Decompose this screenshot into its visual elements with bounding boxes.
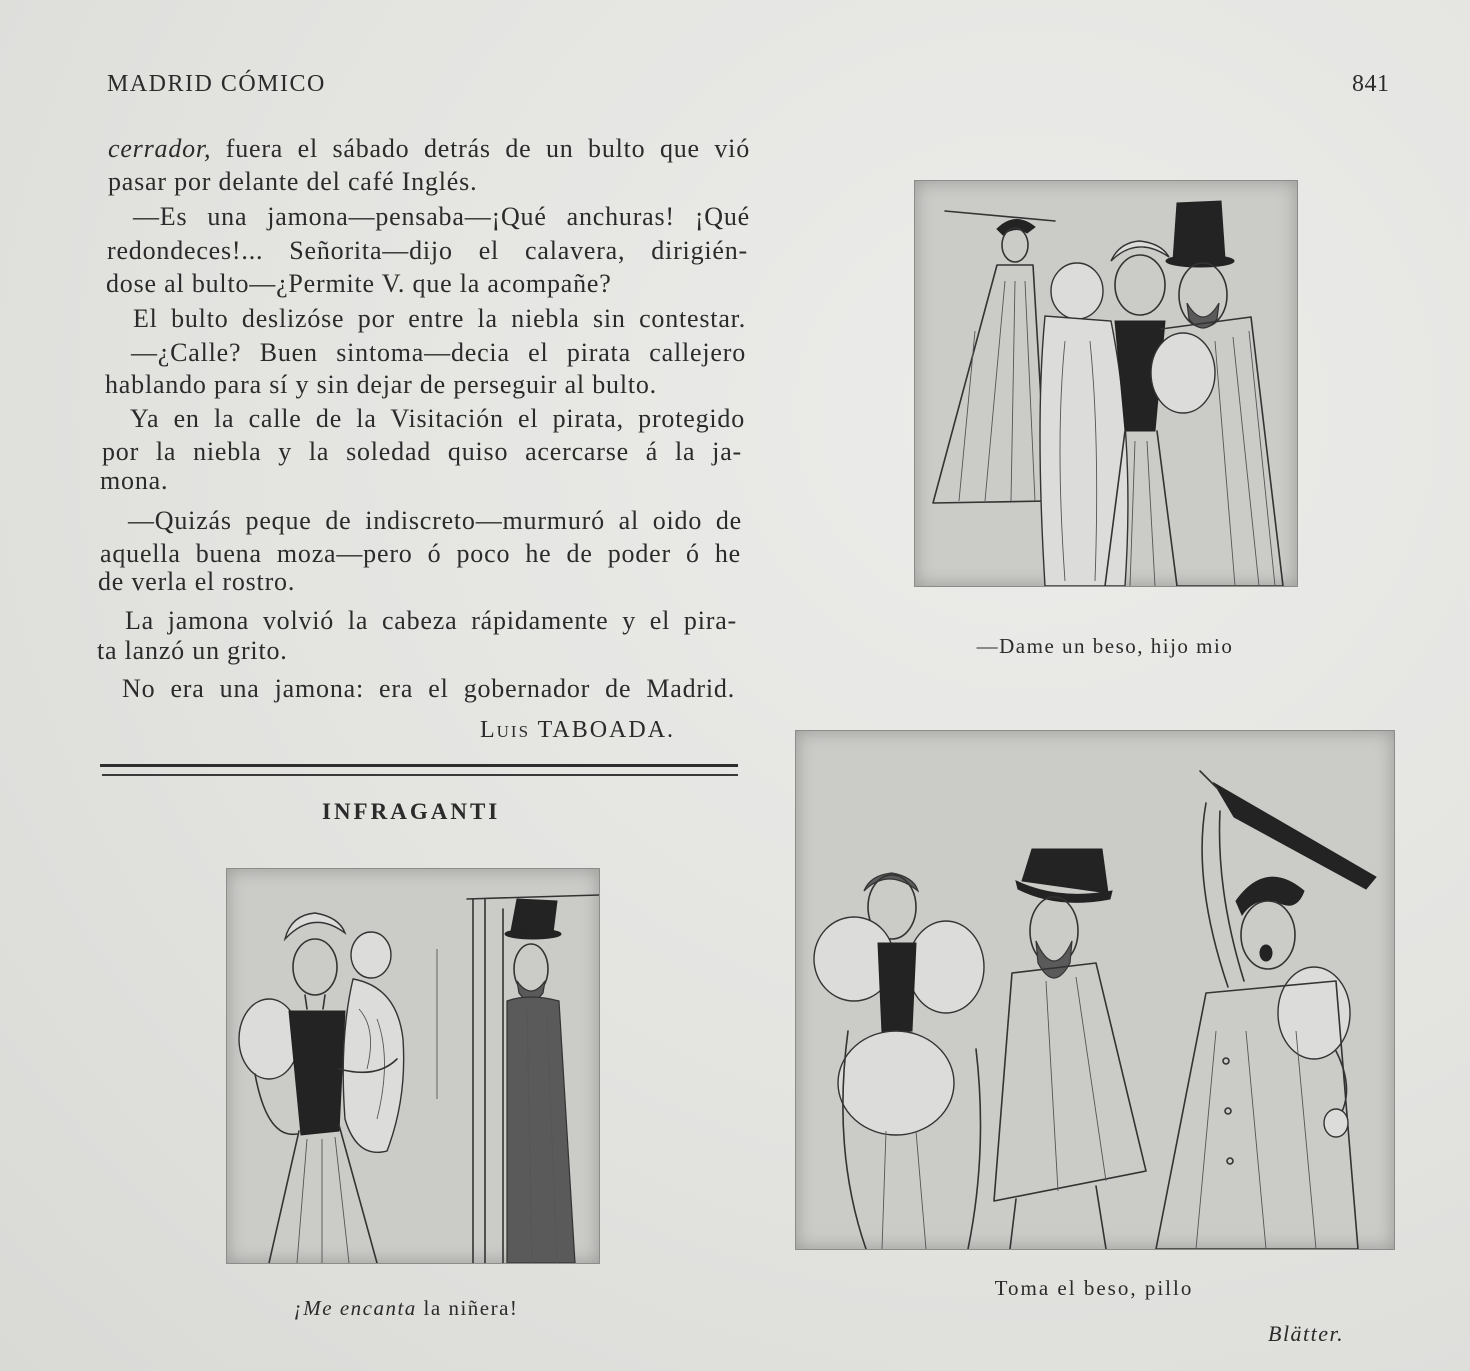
section-title: INFRAGANTI <box>322 799 501 824</box>
illustration-nursemaid <box>226 868 600 1264</box>
figure-man-top-hat <box>994 849 1146 1249</box>
illustration-umbrella <box>795 730 1395 1250</box>
nursemaid-sketch <box>227 869 599 1263</box>
text-line: El bulto deslizóse por entre la niebla sin contestar. <box>133 304 746 333</box>
text-line: —¿Calle? Buen sintoma—decia el pirata callejero <box>131 338 746 367</box>
illustration-embrace <box>914 180 1298 587</box>
text-line: dose al bulto—¿Permite V. que la acompañe? <box>106 269 612 298</box>
text-line: —Es una jamona—pensaba—¡Qué anchuras! ¡Qué <box>133 202 750 231</box>
text-line <box>108 133 750 165</box>
text-line: pasar por delante del café Inglés. <box>108 167 478 196</box>
figure-woman-umbrella <box>1156 771 1376 1249</box>
section-divider-thick <box>100 764 738 767</box>
text-line: No era una jamona: era el gobernador de Madrid. <box>122 674 735 703</box>
text-line: —Quizás peque de indiscreto—murmuró al oido de <box>128 506 742 535</box>
text-line: hablando para sí y sin dejar de perseguir al bulto. <box>105 370 657 399</box>
caption-embrace: —Dame un beso, hijo mio <box>976 634 1234 658</box>
text-line: aquella buena moza—pero ó poco he de poder ó he <box>100 539 741 568</box>
text-segment: fuera el sábado detrás de un bulto que vió <box>211 134 750 163</box>
embrace-sketch <box>915 181 1297 586</box>
magazine-title: MADRID CÓMICO <box>107 71 326 97</box>
figure-man-top-hat <box>505 899 575 1263</box>
author-first-name: Luis <box>480 717 531 743</box>
text-line: mona. <box>100 466 169 495</box>
author-signature <box>480 715 675 745</box>
text-line: Ya en la calle de la Visitación el pirata, protegido <box>130 404 745 433</box>
caption-text: la niñera! <box>416 1296 519 1320</box>
figure-baby <box>339 932 404 1152</box>
text-line: ta lanzó un grito. <box>97 636 288 665</box>
text-line: por la niebla y la soledad quiso acercarse á la ja- <box>102 437 742 466</box>
text-line: redondeces!... Señorita—dijo el calavera, dirigién- <box>107 236 748 265</box>
italic-word: cerrador, <box>108 134 212 163</box>
caption-italic: ¡Me encanta <box>293 1296 417 1320</box>
author-last-name: TABOADA. <box>537 717 676 743</box>
artist-credit: Blätter. <box>1268 1321 1345 1346</box>
caption-nursemaid <box>220 1294 592 1322</box>
figure-child <box>1040 263 1128 586</box>
figure-background-woman <box>933 211 1055 503</box>
page-number: 841 <box>1352 71 1390 97</box>
caption-umbrella: Toma el beso, pillo <box>994 1276 1194 1300</box>
umbrella-sketch <box>796 731 1394 1249</box>
figure-nursemaid <box>814 873 984 1249</box>
text-line: de verla el rostro. <box>98 567 296 596</box>
text-line: La jamona volvió la cabeza rápidamente y el pira- <box>125 606 737 635</box>
section-divider-thin <box>102 774 738 776</box>
